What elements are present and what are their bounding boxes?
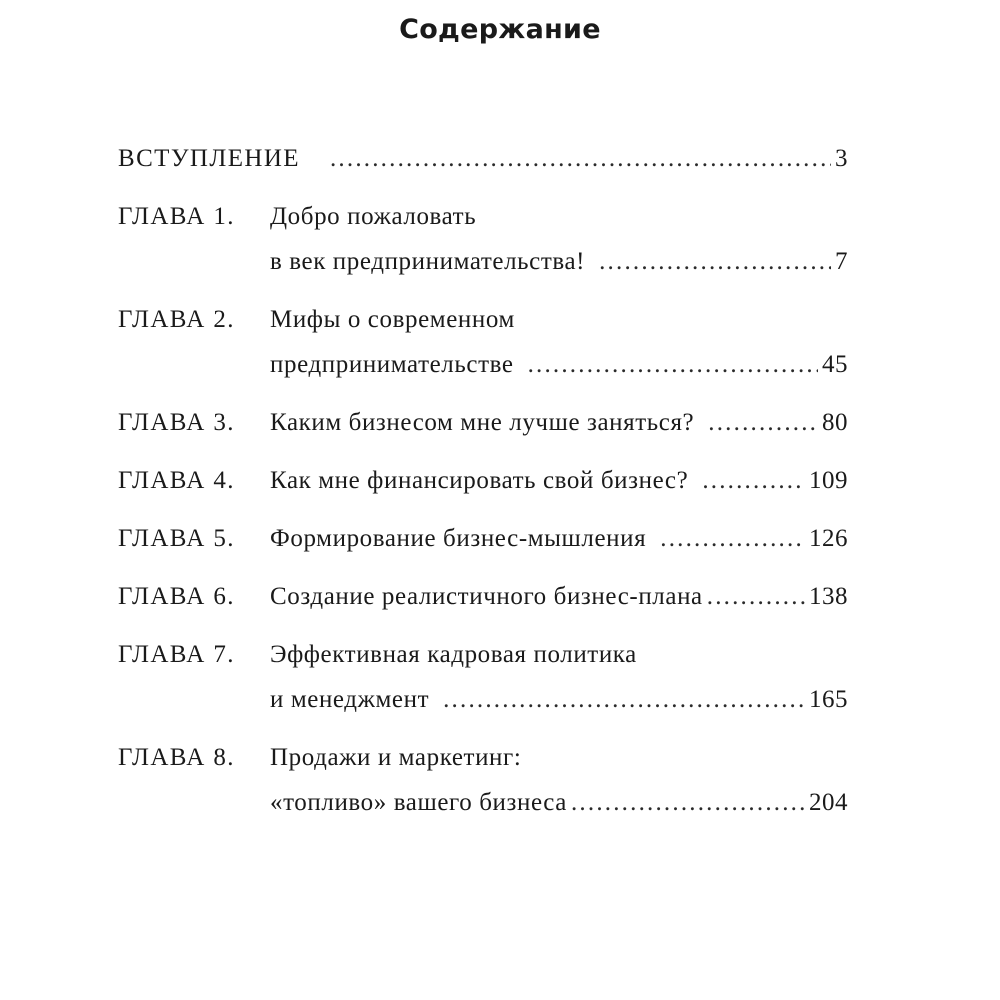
toc-entry-chapter-7[interactable]	[118, 632, 848, 722]
dot-leader	[708, 400, 818, 445]
toc-page-number: 7	[835, 248, 848, 275]
chapter-title-line-1: Продажи и маркетинг:	[270, 744, 522, 771]
chapter-title-line-1: Добро пожаловать	[270, 203, 477, 230]
page-title: Содержание	[399, 14, 601, 45]
chapter-label: ГЛАВА 1.	[118, 203, 235, 230]
toc-page-number: 204	[809, 789, 848, 816]
dot-leader	[528, 342, 818, 387]
chapter-title-line-1: Формирование бизнес-мышления	[270, 525, 647, 552]
chapter-title-line-1: Мифы о современном	[270, 306, 515, 333]
dot-leader	[599, 239, 831, 284]
toc-entry-label: ВСТУПЛЕНИЕ	[118, 145, 300, 172]
dot-leader	[660, 516, 805, 561]
toc-page-number: 80	[822, 409, 848, 436]
dot-leader	[443, 677, 805, 722]
chapter-label: ГЛАВА 5.	[118, 525, 235, 552]
chapter-title-line-2: в век предпринимательства!	[270, 248, 586, 275]
chapter-label: ГЛАВА 2.	[118, 306, 235, 333]
toc-entry-chapter-5[interactable]	[118, 516, 848, 561]
chapter-title-line-2: «топливо» вашего бизнеса	[270, 789, 567, 816]
chapter-title-line-1: Как мне финансировать свой бизнес?	[270, 467, 689, 494]
toc-entry-chapter-2[interactable]	[118, 297, 848, 387]
chapter-title-line-2: и менеджмент	[270, 686, 430, 713]
toc-page-number: 165	[809, 686, 848, 713]
toc-entry-chapter-8[interactable]	[118, 735, 848, 825]
dot-leader	[571, 780, 805, 825]
chapter-label: ГЛАВА 7.	[118, 641, 235, 668]
dot-leader	[330, 136, 831, 181]
toc-entry-chapter-3[interactable]	[118, 400, 848, 445]
chapter-label: ГЛАВА 4.	[118, 467, 235, 494]
chapter-title-line-2: предпринимательстве	[270, 351, 514, 378]
toc-page-number: 3	[835, 145, 848, 172]
toc-entry-chapter-1[interactable]	[118, 194, 848, 284]
toc-page-number: 126	[809, 525, 848, 552]
toc-page-number: 45	[822, 351, 848, 378]
chapter-title-line-1: Каким бизнесом мне лучше заняться?	[270, 409, 695, 436]
dot-leader	[702, 458, 805, 503]
chapter-title-line-1: Создание реалистичного бизнес-плана	[270, 583, 703, 610]
chapter-label: ГЛАВА 6.	[118, 583, 235, 610]
chapter-label: ГЛАВА 8.	[118, 744, 235, 771]
toc-page-number: 138	[809, 583, 848, 610]
toc-entry-chapter-6[interactable]	[118, 574, 848, 619]
toc-page-number: 109	[809, 467, 848, 494]
table-of-contents	[118, 136, 848, 838]
chapter-label: ГЛАВА 3.	[118, 409, 235, 436]
chapter-title-line-1: Эффективная кадровая политика	[270, 641, 637, 668]
toc-entry-intro[interactable]	[118, 136, 848, 181]
toc-entry-chapter-4[interactable]	[118, 458, 848, 503]
dot-leader	[707, 574, 805, 619]
